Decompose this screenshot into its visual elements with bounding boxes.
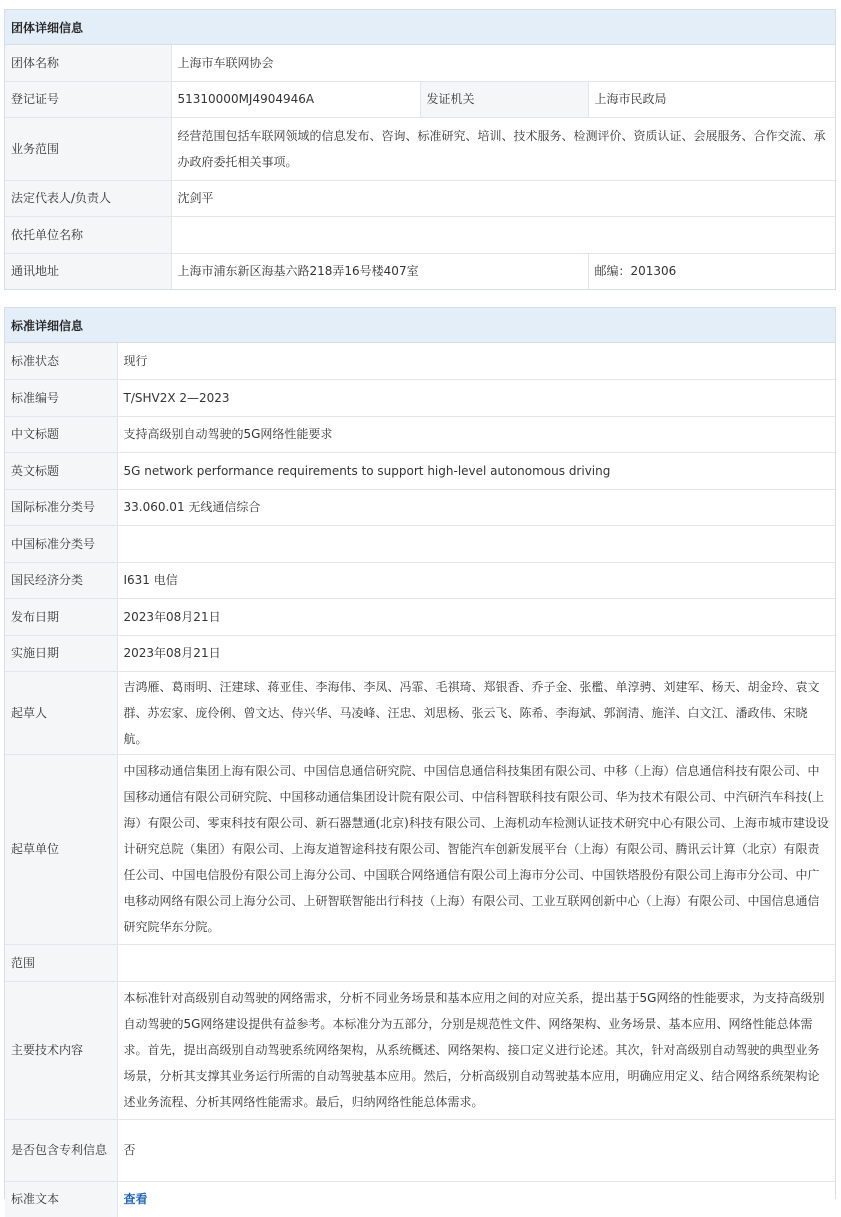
status-value: 现行 xyxy=(117,343,835,379)
effective-date-row xyxy=(5,635,835,671)
drafters-label: 起草人 xyxy=(5,671,117,754)
legal-rep-label: 法定代表人/负责人 xyxy=(5,180,171,216)
economy-label: 国民经济分类 xyxy=(5,562,117,598)
issuer-value: 上海市民政局 xyxy=(588,81,835,117)
en-title-value: 5G network performance requirements to support high-level autonomous driving xyxy=(117,452,835,489)
legal-rep-value: 沈剑平 xyxy=(171,180,835,216)
group-info-table xyxy=(5,45,835,289)
effective-date-label: 实施日期 xyxy=(5,635,117,671)
standard-text-row xyxy=(5,1181,835,1217)
ccs-label: 中国标准分类号 xyxy=(5,525,117,562)
cn-title-value: 支持高级别自动驾驶的5G网络性能要求 xyxy=(117,416,835,452)
tech-content-label: 主要技术内容 xyxy=(5,981,117,1119)
address-row xyxy=(5,253,835,289)
number-value: T/SHV2X 2—2023 xyxy=(117,379,835,416)
cn-title-row xyxy=(5,416,835,452)
standard-info-table xyxy=(5,343,835,1217)
sponsor-row xyxy=(5,216,835,253)
publish-date-label: 发布日期 xyxy=(5,598,117,635)
scope-label: 范围 xyxy=(5,944,117,981)
ccs-value xyxy=(117,525,835,562)
number-row xyxy=(5,379,835,416)
ics-label: 国际标准分类号 xyxy=(5,489,117,525)
view-standard-link[interactable]: 查看 xyxy=(123,1192,148,1207)
economy-row xyxy=(5,562,835,598)
reg-number-label: 登记证号 xyxy=(5,81,171,117)
cn-title-label: 中文标题 xyxy=(5,416,117,452)
standard-text-cell xyxy=(117,1181,835,1217)
group-name-label: 团体名称 xyxy=(5,45,171,81)
scope-value xyxy=(117,944,835,981)
reg-row xyxy=(5,81,835,117)
standard-info-header xyxy=(5,308,835,343)
ics-row xyxy=(5,489,835,525)
publish-date-value: 2023年08月21日 xyxy=(117,598,835,635)
group-info-header xyxy=(5,10,835,45)
business-scope-row xyxy=(5,117,835,180)
scope-row xyxy=(5,944,835,981)
tech-content-row xyxy=(5,981,835,1119)
sponsor-value xyxy=(171,216,835,253)
status-label: 标准状态 xyxy=(5,343,117,379)
economy-value: I631 电信 xyxy=(117,562,835,598)
business-scope-value: 经营范围包括车联网领域的信息发布、咨询、标准研究、培训、技术服务、检测评价、资质认证、会展服务、合作交流、承办政府委托相关事项。 xyxy=(171,117,835,180)
drafting-units-row xyxy=(5,754,835,944)
sponsor-label: 依托单位名称 xyxy=(5,216,171,253)
group-info-panel xyxy=(4,9,836,290)
postcode-value: 邮编：201306 xyxy=(588,253,835,289)
standard-info-panel xyxy=(4,307,836,1207)
en-title-label: 英文标题 xyxy=(5,452,117,489)
group-name-row xyxy=(5,45,835,81)
tech-content-value: 本标准针对高级别自动驾驶的网络需求，分析不同业务场景和基本应用之间的对应关系，提出基于5G网络的性能要求，为支持高级别自动驾驶的5G网络建设提供有益参考。本标准分为五部分，分别是规范性文件、网络架构、业务场景、基本应用、网络性能总体需求。首先，提出高级别自动驾驶系统网络架构，从系统概述、网络架构、接口定义进行论述。其次，针对高级别自动驾驶的典型业务场景，分析其支撑其业务运行所需的自动驾驶基本应用。然后，分析高级别自动驾驶基本应用，明确应用定义、结合网络系统架构论述业务流程、分析其网络性能需求。最后，归纳网络性能总体需求。 xyxy=(117,981,835,1119)
drafting-units-label: 起草单位 xyxy=(5,754,117,944)
effective-date-value: 2023年08月21日 xyxy=(117,635,835,671)
number-label: 标准编号 xyxy=(5,379,117,416)
en-title-row xyxy=(5,452,835,489)
drafters-row xyxy=(5,671,835,754)
patent-row xyxy=(5,1119,835,1181)
address-label: 通讯地址 xyxy=(5,253,171,289)
legal-rep-row xyxy=(5,180,835,216)
publish-date-row xyxy=(5,598,835,635)
status-row xyxy=(5,343,835,379)
patent-value: 否 xyxy=(117,1119,835,1181)
patent-label: 是否包含专利信息 xyxy=(5,1119,117,1181)
ccs-row xyxy=(5,525,835,562)
group-info-title: 团体详细信息 xyxy=(11,20,84,35)
drafting-units-value: 中国移动通信集团上海有限公司、中国信息通信研究院、中国信息通信科技集团有限公司、中移（上海）信息通信科技有限公司、中国移动通信有限公司研究院、中国移动通信集团设计院有限公司、中信科智联科技有限公司、华为技术有限公司、中汽研汽车科技(上海）有限公司、零束科技有限公司、新石器慧通(北京)科技有限公司、上海机动车检测认证技术研究中心有限公司、上海市城市建设设计研究总院（集团）有限公司、上海友道智途科技有限公司、智能汽车创新发展平台（上海）有限公司、腾讯云计算（北京）有限责任公司、中国电信股份有限公司上海分公司、中国联合网络通信有限公司上海市分公司、中国铁塔股份有限公司上海市分公司、中广电移动网络有限公司上海分公司、上研智联智能出行科技（上海）有限公司、工业互联网创新中心（上海）有限公司、中国信息通信研究院华东分院。 xyxy=(117,754,835,944)
standard-text-label: 标准文本 xyxy=(5,1181,117,1217)
standard-info-title: 标准详细信息 xyxy=(11,318,84,333)
issuer-label: 发证机关 xyxy=(420,81,588,117)
ics-value: 33.060.01 无线通信综合 xyxy=(117,489,835,525)
business-scope-label: 业务范围 xyxy=(5,117,171,180)
reg-number-value: 51310000MJ4904946A xyxy=(171,81,420,117)
group-name-value: 上海市车联网协会 xyxy=(171,45,835,81)
address-value: 上海市浦东新区海基六路218弄16号楼407室 xyxy=(171,253,588,289)
drafters-value: 吉鸿雁、葛雨明、汪建球、蒋亚佳、李海伟、李凤、冯霏、毛祺琦、郑银香、乔子金、张檻、单淳骋、刘建军、杨天、胡金玲、袁文群、苏宏家、庞伶俐、曾文达、侍兴华、马凌峰、汪忠、刘思杨、张云飞、陈希、李海斌、郭润清、施洋、白文江、潘政伟、宋晓航。 xyxy=(117,671,835,754)
